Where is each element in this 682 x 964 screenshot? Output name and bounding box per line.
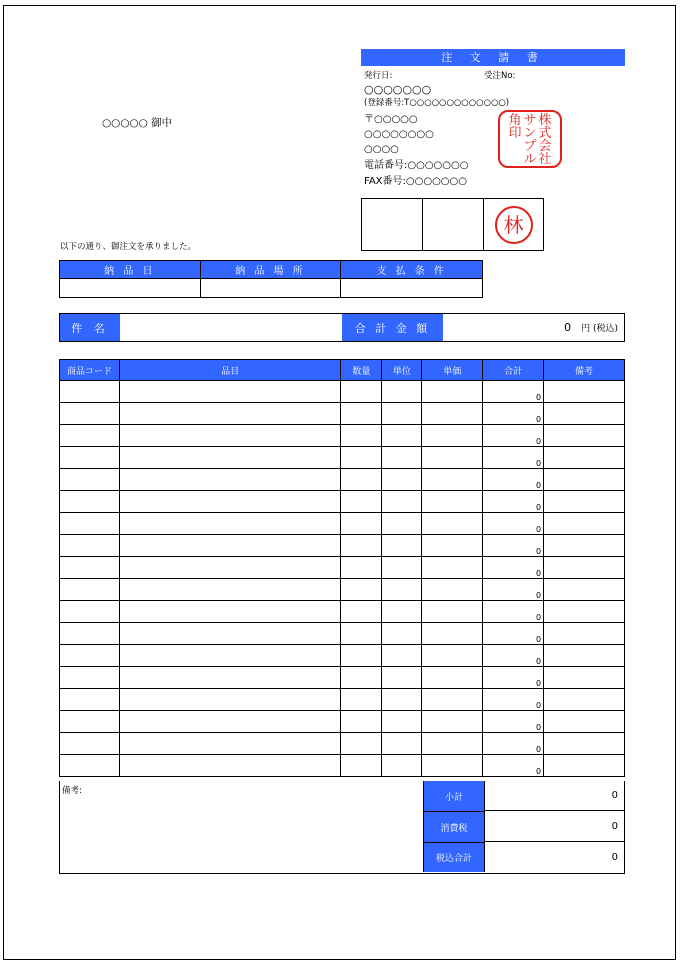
remarks-cell[interactable] (544, 711, 625, 733)
grand-total-value: 0 (484, 842, 624, 872)
item-cell[interactable] (119, 623, 341, 645)
quantity-cell[interactable] (341, 667, 382, 689)
delivery-table (59, 260, 483, 298)
table-row (60, 645, 625, 667)
issue-date-label: 発行日: (364, 71, 393, 81)
remarks-cell[interactable] (544, 579, 625, 601)
table-row (60, 667, 625, 689)
intro-text: 以下の通り、御注文を承りました。 (60, 242, 197, 252)
stamp-box-1 (361, 198, 423, 251)
unit-price-cell[interactable] (422, 469, 483, 491)
remarks-cell[interactable] (544, 381, 625, 403)
subject-value[interactable] (120, 314, 342, 341)
remarks-cell[interactable] (544, 667, 625, 689)
remarks-cell[interactable] (544, 689, 625, 711)
unit-price-cell[interactable] (422, 579, 483, 601)
stamp-box-2 (422, 198, 484, 251)
item-cell[interactable] (119, 535, 341, 557)
item-cell[interactable] (119, 381, 341, 403)
unit-price-cell[interactable] (422, 711, 483, 733)
table-row (60, 755, 625, 777)
quantity-cell[interactable] (341, 491, 382, 513)
quantity-cell[interactable] (341, 579, 382, 601)
grand-total-label: 税込合計 (423, 842, 484, 872)
total-cell: 0 (483, 557, 544, 579)
unit-price-cell[interactable] (422, 557, 483, 579)
document-title: 注 文 請 書 (361, 49, 625, 66)
table-row (60, 447, 625, 469)
unit-price-cell[interactable] (422, 403, 483, 425)
col-header-unit: 単位 (382, 360, 422, 381)
total-cell: 0 (483, 535, 544, 557)
quantity-cell[interactable] (341, 381, 382, 403)
total-cell: 0 (483, 601, 544, 623)
product-code-cell[interactable] (60, 755, 120, 777)
unit-price-cell[interactable] (422, 667, 483, 689)
col-header-remarks: 備考 (544, 360, 625, 381)
total-cell: 0 (483, 579, 544, 601)
quantity-cell[interactable] (341, 469, 382, 491)
unit-cell[interactable] (382, 469, 422, 491)
product-code-cell[interactable] (60, 711, 120, 733)
unit-cell[interactable] (382, 645, 422, 667)
seal-column: 株 式 会 社 (538, 113, 552, 167)
table-row (60, 601, 625, 623)
remarks-cell[interactable] (544, 733, 625, 755)
quantity-cell[interactable] (341, 535, 382, 557)
seal-column: サ ン プ ル (523, 113, 537, 167)
remarks-cell[interactable] (544, 557, 625, 579)
total-amount-unit: 円 (税込) (581, 324, 618, 334)
table-row (60, 623, 625, 645)
subject-label: 件 名 (60, 314, 120, 341)
payment-terms-header: 支 払 条 件 (341, 261, 483, 279)
product-code-cell[interactable] (60, 469, 120, 491)
issuer-postal-code: 〒○○○○○ (364, 114, 418, 125)
delivery-date-value[interactable] (60, 279, 201, 298)
unit-cell[interactable] (382, 579, 422, 601)
table-row (60, 733, 625, 755)
issuer-company-name: ○○○○○○○ (364, 83, 432, 96)
remarks-cell[interactable] (544, 513, 625, 535)
total-cell: 0 (483, 733, 544, 755)
unit-cell[interactable] (382, 733, 422, 755)
item-cell[interactable] (119, 447, 341, 469)
payment-terms-value[interactable] (341, 279, 483, 298)
notes-area[interactable] (60, 796, 422, 872)
issuer-registration-number: (登録番号:T○○○○○○○○○○○○○) (364, 98, 510, 108)
item-cell[interactable] (119, 689, 341, 711)
item-cell[interactable] (119, 711, 341, 733)
quantity-cell[interactable] (341, 557, 382, 579)
remarks-cell[interactable] (544, 425, 625, 447)
product-code-cell[interactable] (60, 579, 120, 601)
total-cell: 0 (483, 425, 544, 447)
quantity-cell[interactable] (341, 403, 382, 425)
item-cell[interactable] (119, 425, 341, 447)
table-row (60, 425, 625, 447)
quantity-cell[interactable] (341, 755, 382, 777)
item-cell[interactable] (119, 579, 341, 601)
remarks-cell[interactable] (544, 645, 625, 667)
subtotal-value: 0 (484, 781, 624, 811)
item-cell[interactable] (119, 469, 341, 491)
items-table (59, 359, 625, 777)
quantity-cell[interactable] (341, 689, 382, 711)
seal-column: 角 印 (508, 113, 522, 141)
product-code-cell[interactable] (60, 733, 120, 755)
unit-cell[interactable] (382, 623, 422, 645)
col-header-unit-price: 単価 (422, 360, 483, 381)
unit-price-cell[interactable] (422, 601, 483, 623)
issuer-address-line1: ○○○○○○○○ (364, 129, 434, 140)
unit-cell[interactable] (382, 381, 422, 403)
remarks-cell[interactable] (544, 403, 625, 425)
unit-price-cell[interactable] (422, 535, 483, 557)
table-row (60, 711, 625, 733)
total-cell: 0 (483, 689, 544, 711)
remarks-cell[interactable] (544, 535, 625, 557)
total-cell: 0 (483, 645, 544, 667)
remarks-cell[interactable] (544, 755, 625, 777)
table-row (60, 403, 625, 425)
summary-row (59, 313, 625, 342)
product-code-cell[interactable] (60, 535, 120, 557)
table-row (60, 557, 625, 579)
product-code-cell[interactable] (60, 381, 120, 403)
remarks-cell[interactable] (544, 469, 625, 491)
item-cell[interactable] (119, 645, 341, 667)
total-cell: 0 (483, 469, 544, 491)
col-header-total: 合計 (483, 360, 544, 381)
unit-cell[interactable] (382, 667, 422, 689)
unit-cell[interactable] (382, 557, 422, 579)
total-cell: 0 (483, 623, 544, 645)
quantity-cell[interactable] (341, 601, 382, 623)
issuer-fax: FAX番号:○○○○○○○ (364, 176, 467, 187)
remarks-cell[interactable] (544, 601, 625, 623)
unit-cell[interactable] (382, 513, 422, 535)
item-cell[interactable] (119, 403, 341, 425)
item-cell[interactable] (119, 557, 341, 579)
item-cell[interactable] (119, 733, 341, 755)
table-row (60, 689, 625, 711)
delivery-place-value[interactable] (200, 279, 341, 298)
unit-price-cell[interactable] (422, 447, 483, 469)
product-code-cell[interactable] (60, 513, 120, 535)
unit-cell[interactable] (382, 425, 422, 447)
unit-price-cell[interactable] (422, 755, 483, 777)
quantity-cell[interactable] (341, 623, 382, 645)
table-row (60, 469, 625, 491)
remarks-cell[interactable] (544, 623, 625, 645)
order-no-label: 受注No: (484, 71, 516, 81)
total-cell: 0 (483, 381, 544, 403)
total-cell: 0 (483, 667, 544, 689)
item-cell[interactable] (119, 601, 341, 623)
unit-cell[interactable] (382, 447, 422, 469)
total-cell: 0 (483, 513, 544, 535)
quantity-cell[interactable] (341, 645, 382, 667)
item-cell[interactable] (119, 491, 341, 513)
total-amount-label: 合 計 金 額 (342, 314, 443, 341)
unit-price-cell[interactable] (422, 645, 483, 667)
total-amount-value: 0 (564, 321, 572, 334)
company-square-seal (498, 110, 562, 168)
table-row (60, 579, 625, 601)
quantity-cell[interactable] (341, 425, 382, 447)
unit-cell[interactable] (382, 535, 422, 557)
issuer-address-line2: ○○○○ (364, 144, 399, 155)
total-cell: 0 (483, 711, 544, 733)
unit-cell[interactable] (382, 755, 422, 777)
product-code-cell[interactable] (60, 623, 120, 645)
table-row (60, 381, 625, 403)
unit-cell[interactable] (382, 403, 422, 425)
total-cell: 0 (483, 447, 544, 469)
unit-cell[interactable] (382, 601, 422, 623)
unit-price-cell[interactable] (422, 491, 483, 513)
product-code-cell[interactable] (60, 689, 120, 711)
tax-value: 0 (484, 811, 624, 842)
unit-cell[interactable] (382, 711, 422, 733)
recipient-name: ○○○○○ 御中 (102, 117, 173, 129)
total-cell: 0 (483, 403, 544, 425)
issuer-phone: 電話番号:○○○○○○○ (364, 160, 469, 171)
unit-price-cell[interactable] (422, 513, 483, 535)
col-header-product-code: 商品コード (60, 360, 120, 381)
subtotal-label: 小計 (423, 781, 484, 811)
product-code-cell[interactable] (60, 601, 120, 623)
product-code-cell[interactable] (60, 425, 120, 447)
unit-price-cell[interactable] (422, 425, 483, 447)
product-code-cell[interactable] (60, 557, 120, 579)
delivery-place-header: 納 品 場 所 (200, 261, 341, 279)
notes-label: 備考: (62, 786, 82, 796)
product-code-cell[interactable] (60, 491, 120, 513)
col-header-item: 品目 (119, 360, 341, 381)
remarks-cell[interactable] (544, 447, 625, 469)
unit-cell[interactable] (382, 491, 422, 513)
delivery-date-header: 納 品 日 (60, 261, 201, 279)
quantity-cell[interactable] (341, 711, 382, 733)
unit-price-cell[interactable] (422, 623, 483, 645)
unit-price-cell[interactable] (422, 381, 483, 403)
footer-section (59, 781, 625, 874)
table-row (60, 491, 625, 513)
total-cell: 0 (483, 491, 544, 513)
item-cell[interactable] (119, 755, 341, 777)
table-row (60, 513, 625, 535)
unit-price-cell[interactable] (422, 733, 483, 755)
total-cell: 0 (483, 755, 544, 777)
item-cell[interactable] (119, 513, 341, 535)
product-code-cell[interactable] (60, 645, 120, 667)
item-cell[interactable] (119, 667, 341, 689)
quantity-cell[interactable] (341, 513, 382, 535)
product-code-cell[interactable] (60, 403, 120, 425)
order-acknowledgement-page (3, 5, 676, 960)
table-row (60, 535, 625, 557)
product-code-cell[interactable] (60, 447, 120, 469)
personal-round-seal: 林 (495, 206, 533, 244)
unit-cell[interactable] (382, 689, 422, 711)
stamp-box-3 (483, 198, 544, 251)
col-header-quantity: 数量 (341, 360, 382, 381)
quantity-cell[interactable] (341, 447, 382, 469)
tax-label: 消費税 (423, 811, 484, 842)
quantity-cell[interactable] (341, 733, 382, 755)
product-code-cell[interactable] (60, 667, 120, 689)
unit-price-cell[interactable] (422, 689, 483, 711)
remarks-cell[interactable] (544, 491, 625, 513)
